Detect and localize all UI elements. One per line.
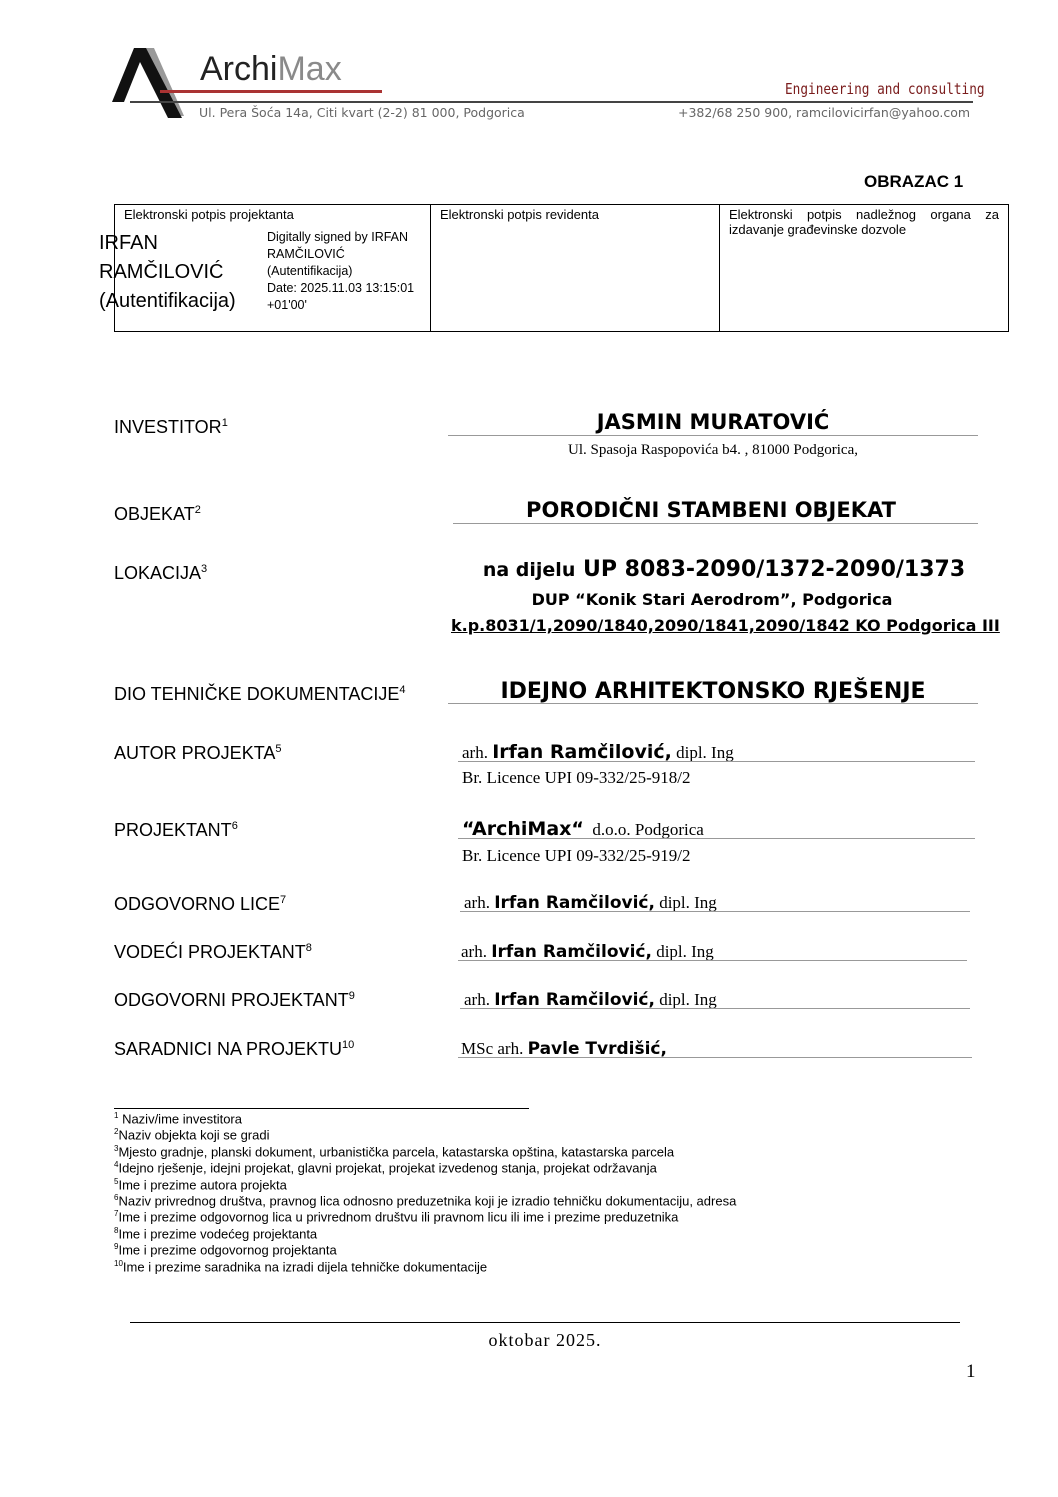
company-address: Ul. Pera Šoća 14a, Citi kvart (2-2) 81 000, Podgorica — [199, 105, 525, 120]
archimax-logo-icon — [112, 46, 192, 118]
company-contact: +382/68 250 900, ramcilovicirfan@yahoo.com — [678, 105, 971, 120]
vodeci-projektant-value: arh. Irfan Ramčilović, dipl. Ing — [461, 942, 714, 962]
odgovorno-lice-value: arh. Irfan Ramčilović, dipl. Ing — [464, 893, 717, 913]
label-odgovorno-lice: ODGOVORNO LICE$^7$ — [114, 894, 287, 914]
footnote: $^8$Ime i prezime vodećeg projektanta — [114, 1225, 318, 1242]
label-projektant: PROJEKTANT$^6$ — [114, 820, 238, 840]
footnote: $^3$Mjesto gradnje, planski dokument, urbanistička parcela, katastarska opština, katastarska parcela — [114, 1143, 675, 1160]
projektant-licence: Br. Licence UPI 09-332/25-919/2 — [462, 846, 691, 865]
form-code: OBRAZAC 1 — [864, 172, 964, 191]
label-saradnici: SARADNICI NA PROJEKTU$^{10}$ — [114, 1039, 355, 1059]
footnote: $^4$Idejno rješenje, idejni projekat, glavni projekat, projekat izvedenog stanja, projekat održavanja — [114, 1160, 657, 1176]
logo-text: ArchiMax — [200, 50, 342, 88]
dio-value: IDEJNO ARHITEKTONSKO RJEŠENJE — [500, 679, 926, 704]
lokacija-parcels: k.p.8031/1,2090/1840,2090/1841,2090/1842 KO Podgorica III — [451, 616, 1000, 635]
header-rule — [130, 101, 973, 103]
page-number: 1 — [966, 1361, 976, 1382]
projektant-value: “ArchiMax“ d.o.o. Podgorica — [462, 818, 704, 840]
footnote-rule — [114, 1108, 529, 1109]
label-dio: DIO TEHNIČKE DOKUMENTACIJE$^4$ — [114, 684, 406, 704]
lokacija-plan: DUP “Konik Stari Aerodrom”, Podgorica — [531, 590, 893, 609]
footnote: $^2$Naziv objekta koji se gradi — [114, 1127, 270, 1143]
autor-licence: Br. Licence UPI 09-332/25-918/2 — [462, 768, 691, 787]
investitor-value: JASMIN MURATOVIĆ — [596, 410, 830, 434]
footnote: $^5$Ime i prezime autora projekta — [114, 1176, 287, 1192]
label-lokacija: LOKACIJA$^3$ — [114, 563, 208, 583]
saradnici-value: MSc arh. Pavle Tvrdišić, — [461, 1039, 667, 1059]
signature-cell-revident: Elektronski potpis revidenta — [431, 205, 720, 332]
footnote: $^7$Ime i prezime odgovornog lica u privrednom društvu ili pravnom licu ili ime i prezime preduzetnika — [114, 1209, 679, 1225]
cell-title: Elektronski potpis projektanta — [124, 207, 294, 222]
lokacija-value: na dijelu UP 8083-2090/1372-2090/1373 — [482, 557, 966, 582]
objekat-value: PORODIČNI STAMBENI OBJEKAT — [526, 498, 896, 522]
logo-underline — [160, 90, 382, 93]
signer-name[interactable]: IRFAN RAMČILOVIĆ (Autentifikacija) — [99, 232, 236, 312]
investitor-address: Ul. Spasoja Raspopovića b4. , 81000 Podgorica, — [568, 442, 858, 458]
tagline: Engineering and consulting — [785, 80, 985, 98]
label-investitor: INVESTITOR$^1$ — [114, 417, 228, 437]
footnote: $^9$Ime i prezime odgovornog projektanta — [114, 1242, 337, 1258]
odgovorni-projektant-value: arh. Irfan Ramčilović, dipl. Ing — [464, 990, 717, 1010]
footnote: $^{10}$Ime i prezime saradnika na izradi dijela tehničke dokumentacije — [114, 1258, 488, 1274]
label-autor: AUTOR PROJEKTA$^5$ — [114, 743, 282, 763]
footnote: $^6$Naziv privrednog društva, pravnog lica odnosno preduzetnika koji je izradio tehničku dokumentaciju, adresa — [114, 1193, 737, 1209]
label-vodeci-projektant: VODEĆI PROJEKTANT$^8$ — [114, 942, 312, 962]
footer-date: oktobar 2025. — [488, 1330, 602, 1350]
digital-signature-details[interactable]: Digitally signed by IRFAN RAMČILOVIĆ (Autentifikacija) Date: 2025.11.03 13:15:01 +01'00' — [267, 230, 415, 312]
footnote: $^1$ Naziv/ime investitora — [114, 1111, 242, 1127]
footer-rule — [130, 1322, 960, 1323]
autor-value: arh. Irfan Ramčilović, dipl. Ing — [462, 741, 734, 763]
label-objekat: OBJEKAT$^2$ — [114, 504, 201, 524]
signature-cell-organ: Elektronski potpis nadležnog organa za izdavanje građevinske dozvole — [720, 205, 1009, 332]
label-odgovorni-projektant: ODGOVORNI PROJEKTANT$^9$ — [114, 990, 355, 1010]
signature-cell-projektant — [99, 205, 431, 332]
signature-table — [99, 204, 1009, 332]
